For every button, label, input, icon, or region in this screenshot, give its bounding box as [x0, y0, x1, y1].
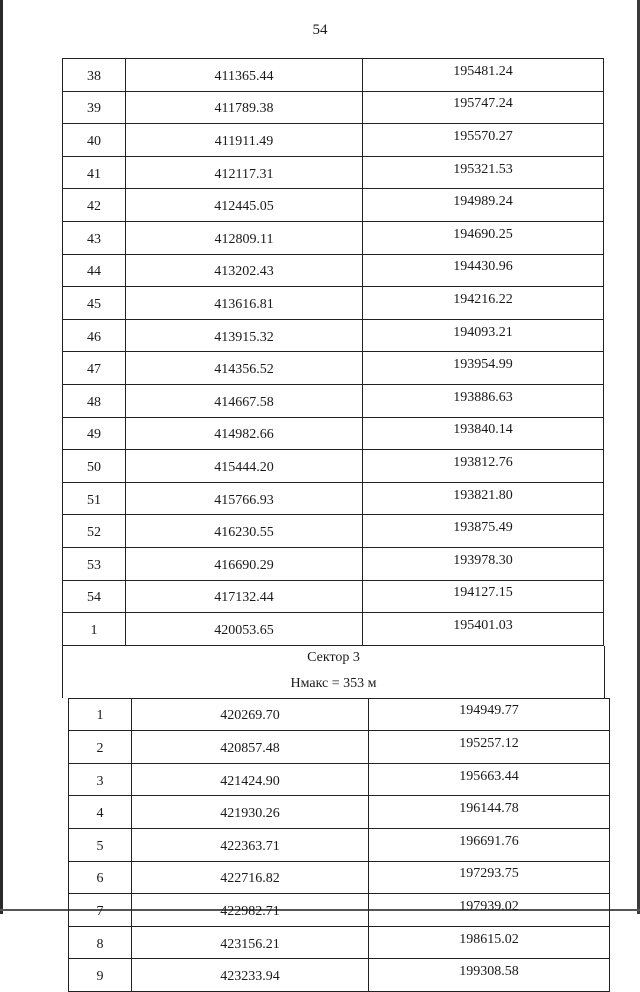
sector-header — [62, 646, 605, 698]
point-number-cell: 47 — [63, 352, 126, 385]
point-number-cell: 50 — [63, 450, 126, 483]
x-coordinate-cell: 411789.38 — [126, 91, 363, 124]
x-coordinate-cell: 411911.49 — [126, 124, 363, 157]
table-row — [69, 796, 610, 829]
x-coordinate-cell: 413915.32 — [126, 319, 363, 352]
y-coordinate-cell: 194949.77 — [369, 698, 610, 731]
sector-max-height: Нмакс = 353 м — [290, 675, 377, 691]
point-number-cell: 53 — [63, 547, 126, 580]
table-row — [63, 221, 604, 254]
point-number-cell: 2 — [69, 731, 132, 764]
point-number-cell: 39 — [63, 91, 126, 124]
table-row — [63, 352, 604, 385]
table-row — [63, 580, 604, 613]
point-number-cell: 51 — [63, 482, 126, 515]
coordinates-table — [62, 58, 610, 992]
y-coordinate-cell: 193812.76 — [363, 450, 604, 483]
table-row — [63, 156, 604, 189]
x-coordinate-cell: 423233.94 — [132, 959, 369, 992]
point-number-cell: 44 — [63, 254, 126, 287]
table-row — [63, 124, 604, 157]
point-number-cell: 4 — [69, 796, 132, 829]
point-number-cell: 38 — [63, 59, 126, 92]
x-coordinate-cell: 413202.43 — [126, 254, 363, 287]
x-coordinate-cell: 422363.71 — [132, 829, 369, 862]
y-coordinate-cell: 195663.44 — [369, 763, 610, 796]
y-coordinate-cell: 193840.14 — [363, 417, 604, 450]
table-row — [69, 959, 610, 992]
point-number-cell: 48 — [63, 384, 126, 417]
table-row — [63, 515, 604, 548]
y-coordinate-cell: 196144.78 — [369, 796, 610, 829]
point-number-cell: 7 — [69, 894, 132, 927]
x-coordinate-cell: 421424.90 — [132, 763, 369, 796]
point-number-cell: 40 — [63, 124, 126, 157]
x-coordinate-cell: 414982.66 — [126, 417, 363, 450]
coordinates-table-lower — [68, 698, 610, 992]
x-coordinate-cell: 422982.71 — [132, 894, 369, 927]
y-coordinate-cell: 195747.24 — [363, 91, 604, 124]
x-coordinate-cell: 417132.44 — [126, 580, 363, 613]
scan-edge-left — [0, 0, 3, 914]
y-coordinate-cell: 194690.25 — [363, 221, 604, 254]
point-number-cell: 3 — [69, 763, 132, 796]
sector-title: Сектор 3 — [307, 649, 360, 665]
y-coordinate-cell: 197293.75 — [369, 861, 610, 894]
x-coordinate-cell: 413616.81 — [126, 287, 363, 320]
table-row — [63, 287, 604, 320]
y-coordinate-cell: 193821.80 — [363, 482, 604, 515]
point-number-cell: 1 — [69, 698, 132, 731]
table-row — [69, 861, 610, 894]
point-number-cell: 5 — [69, 829, 132, 862]
x-coordinate-cell: 420053.65 — [126, 613, 363, 646]
point-number-cell: 42 — [63, 189, 126, 222]
y-coordinate-cell: 193978.30 — [363, 547, 604, 580]
x-coordinate-cell: 412445.05 — [126, 189, 363, 222]
x-coordinate-cell: 421930.26 — [132, 796, 369, 829]
x-coordinate-cell: 414667.58 — [126, 384, 363, 417]
y-coordinate-cell: 197939.02 — [369, 894, 610, 927]
x-coordinate-cell: 423156.21 — [132, 926, 369, 959]
point-number-cell: 1 — [63, 613, 126, 646]
y-coordinate-cell: 194127.15 — [363, 580, 604, 613]
y-coordinate-cell: 193954.99 — [363, 352, 604, 385]
y-coordinate-cell: 198615.02 — [369, 926, 610, 959]
table-row — [63, 189, 604, 222]
x-coordinate-cell: 420269.70 — [132, 698, 369, 731]
point-number-cell: 46 — [63, 319, 126, 352]
y-coordinate-cell: 194216.22 — [363, 287, 604, 320]
table-row — [63, 384, 604, 417]
x-coordinate-cell: 412809.11 — [126, 221, 363, 254]
y-coordinate-cell: 199308.58 — [369, 959, 610, 992]
y-coordinate-cell: 195321.53 — [363, 156, 604, 189]
point-number-cell: 49 — [63, 417, 126, 450]
table-row — [63, 613, 604, 646]
y-coordinate-cell: 194989.24 — [363, 189, 604, 222]
table-row — [63, 59, 604, 92]
y-coordinate-cell: 195257.12 — [369, 731, 610, 764]
y-coordinate-cell: 194093.21 — [363, 319, 604, 352]
table-row — [63, 254, 604, 287]
table-row — [69, 731, 610, 764]
table-row — [63, 417, 604, 450]
table-row — [63, 482, 604, 515]
page-number: 54 — [312, 22, 328, 38]
x-coordinate-cell: 411365.44 — [126, 59, 363, 92]
table-row — [63, 450, 604, 483]
y-coordinate-cell: 194430.96 — [363, 254, 604, 287]
y-coordinate-cell: 196691.76 — [369, 829, 610, 862]
table-row — [63, 319, 604, 352]
point-number-cell: 45 — [63, 287, 126, 320]
y-coordinate-cell: 195401.03 — [363, 613, 604, 646]
x-coordinate-cell: 416230.55 — [126, 515, 363, 548]
y-coordinate-cell: 195570.27 — [363, 124, 604, 157]
table-row — [69, 698, 610, 731]
x-coordinate-cell: 416690.29 — [126, 547, 363, 580]
table-row — [69, 926, 610, 959]
x-coordinate-cell: 422716.82 — [132, 861, 369, 894]
x-coordinate-cell: 415444.20 — [126, 450, 363, 483]
x-coordinate-cell: 412117.31 — [126, 156, 363, 189]
table-row — [69, 763, 610, 796]
table-row — [63, 91, 604, 124]
table-row — [69, 894, 610, 927]
y-coordinate-cell: 193886.63 — [363, 384, 604, 417]
point-number-cell: 54 — [63, 580, 126, 613]
point-number-cell: 43 — [63, 221, 126, 254]
table-row — [69, 829, 610, 862]
point-number-cell: 41 — [63, 156, 126, 189]
x-coordinate-cell: 414356.52 — [126, 352, 363, 385]
point-number-cell: 6 — [69, 861, 132, 894]
point-number-cell: 8 — [69, 926, 132, 959]
point-number-cell: 52 — [63, 515, 126, 548]
coordinates-table-upper — [62, 58, 604, 646]
x-coordinate-cell: 415766.93 — [126, 482, 363, 515]
x-coordinate-cell: 420857.48 — [132, 731, 369, 764]
table-row — [63, 547, 604, 580]
y-coordinate-cell: 193875.49 — [363, 515, 604, 548]
point-number-cell: 9 — [69, 959, 132, 992]
y-coordinate-cell: 195481.24 — [363, 59, 604, 92]
